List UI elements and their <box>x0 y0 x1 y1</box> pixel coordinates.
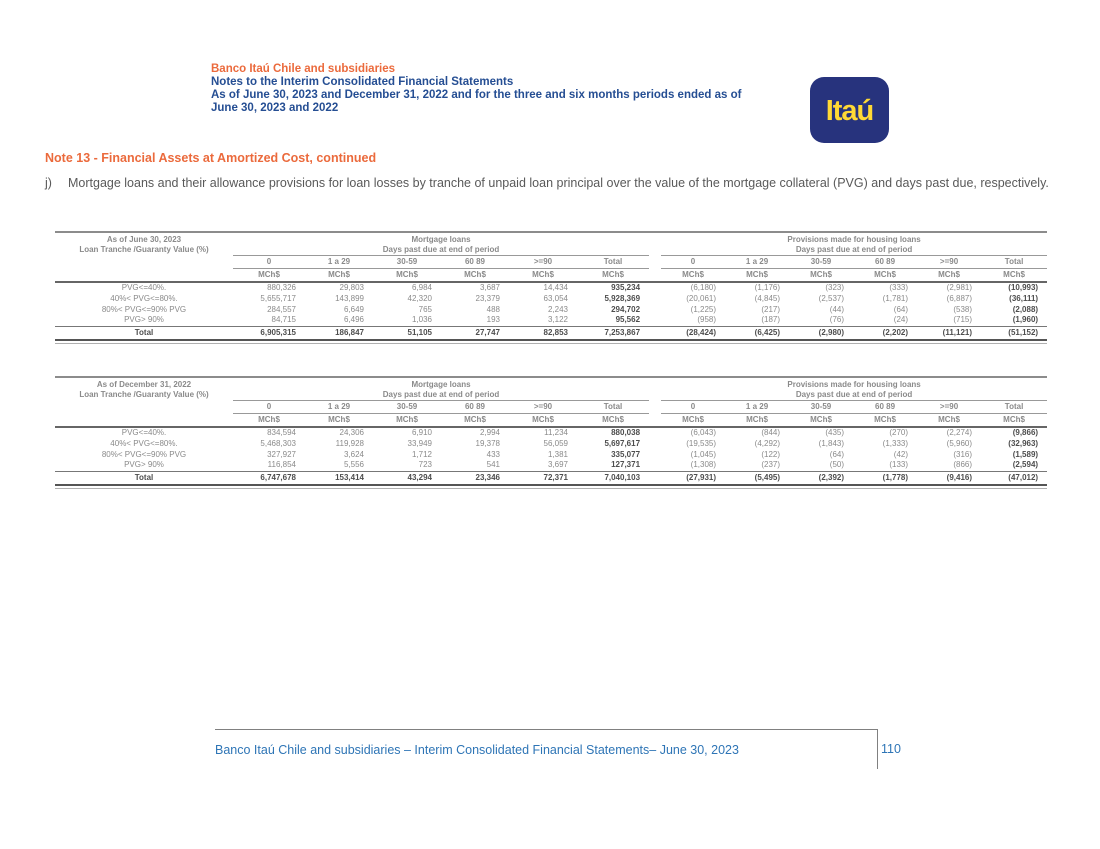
unit-cell: MCh$ <box>509 269 577 283</box>
value-cell: 723 <box>418 460 432 470</box>
value-cell: 5,468,303 <box>260 438 296 448</box>
value-cell: (270) <box>889 428 909 437</box>
value-cell: (50) <box>829 460 845 470</box>
value-cell: 1,712 <box>411 449 432 459</box>
value-cell: (1,176) <box>754 283 781 292</box>
unit-cell: MCh$ <box>917 414 981 428</box>
row-label: PVG<=40%. <box>121 428 167 437</box>
unit-cell: MCh$ <box>661 269 725 283</box>
value-cell: 935,234 <box>611 283 641 292</box>
value-cell: (32,963) <box>1008 438 1039 448</box>
doc-title-line-2: As of June 30, 2023 and December 31, 2022 and for the three and six months periods ended as of <box>211 89 742 101</box>
value-cell: (5,960) <box>946 438 973 448</box>
value-cell: (1,589) <box>1012 449 1039 459</box>
value-cell: 186,847 <box>305 327 373 340</box>
value-cell: 42,320 <box>407 293 432 303</box>
group-gap <box>649 315 661 326</box>
value-cell: (10,993) <box>1008 283 1039 292</box>
value-cell: 541 <box>486 460 500 470</box>
group-header-provisions: Provisions made for housing loans Days past due at end of period <box>661 232 1047 256</box>
value-cell: (1,778) <box>853 472 917 485</box>
value-cell: 23,379 <box>475 293 500 303</box>
page-number: 110 <box>881 742 901 756</box>
table-row <box>55 450 1047 461</box>
value-cell: 27,747 <box>441 327 509 340</box>
value-cell: 14,434 <box>543 283 568 292</box>
column-header-mortgage: 60 89 <box>441 401 509 414</box>
column-header-provisions: 1 a 29 <box>725 401 789 414</box>
value-cell: (2,537) <box>818 293 845 303</box>
value-cell: 43,294 <box>373 472 441 485</box>
value-cell: 3,624 <box>343 449 364 459</box>
table-row <box>55 427 1047 439</box>
table-row <box>55 305 1047 316</box>
group-gap <box>649 305 661 316</box>
itau-logo <box>810 77 889 143</box>
value-cell: 2,994 <box>479 428 500 437</box>
doc-title-line-1: Notes to the Interim Consolidated Financial Statements <box>211 76 514 88</box>
value-cell: 6,649 <box>343 304 364 314</box>
unit-cell: MCh$ <box>373 269 441 283</box>
value-cell: 7,253,867 <box>577 327 649 340</box>
value-cell: (4,845) <box>754 293 781 303</box>
value-cell: (1,333) <box>882 438 909 448</box>
unit-cell: MCh$ <box>233 414 305 428</box>
value-cell: 5,697,617 <box>604 438 641 448</box>
value-cell: 880,038 <box>611 428 641 437</box>
unit-cell: MCh$ <box>441 414 509 428</box>
value-cell: (2,981) <box>946 283 973 292</box>
value-cell: 5,928,369 <box>604 293 641 303</box>
value-cell: (9,416) <box>917 472 981 485</box>
value-cell: (1,225) <box>690 304 717 314</box>
group-header-row <box>55 377 1047 401</box>
unit-cell: MCh$ <box>577 269 649 283</box>
row-label: Total <box>55 327 233 340</box>
table-row <box>55 282 1047 294</box>
value-cell: (237) <box>761 460 781 470</box>
value-cell: 143,899 <box>335 293 364 303</box>
value-cell: (76) <box>829 315 845 325</box>
value-cell: (27,931) <box>661 472 725 485</box>
value-cell: 6,496 <box>343 315 364 325</box>
group-gap <box>649 439 661 450</box>
note-title: Note 13 - Financial Assets at Amortized Cost, continued <box>45 151 377 165</box>
value-cell: 5,655,717 <box>260 293 296 303</box>
column-header-provisions: 0 <box>661 401 725 414</box>
value-cell: 23,346 <box>441 472 509 485</box>
column-header-provisions: 1 a 29 <box>725 256 789 269</box>
value-cell: 1,036 <box>411 315 432 325</box>
column-header-provisions: 60 89 <box>853 401 917 414</box>
value-cell: (187) <box>761 315 781 325</box>
value-cell: (11,121) <box>917 327 981 340</box>
table-date-label: As of June 30, 2023 <box>106 235 182 244</box>
row-label: PVG> 90% <box>124 315 164 325</box>
value-cell: (64) <box>829 449 845 459</box>
column-header-provisions: 0 <box>661 256 725 269</box>
table-row <box>55 460 1047 471</box>
table-row <box>55 439 1047 450</box>
value-cell: (133) <box>889 460 909 470</box>
value-cell: 327,927 <box>267 449 296 459</box>
value-cell: 6,905,315 <box>233 327 305 340</box>
value-cell: 56,059 <box>543 438 568 448</box>
group-gap <box>649 232 661 282</box>
value-cell: 433 <box>486 449 500 459</box>
group-gap <box>649 294 661 305</box>
unit-cell: MCh$ <box>917 269 981 283</box>
unit-cell: MCh$ <box>233 269 305 283</box>
value-cell: (44) <box>829 304 845 314</box>
value-cell: (715) <box>953 315 973 325</box>
value-cell: 6,984 <box>411 283 432 292</box>
value-cell: 19,378 <box>475 438 500 448</box>
value-cell: (122) <box>761 449 781 459</box>
row-label: 80%< PVG<=90% PVG <box>101 304 187 314</box>
list-item-marker: j) <box>45 176 52 190</box>
group-gap <box>649 282 661 294</box>
value-cell: (316) <box>953 449 973 459</box>
value-cell: 95,562 <box>615 315 641 325</box>
unit-cell: MCh$ <box>789 269 853 283</box>
group-gap <box>649 327 661 340</box>
page-number-box <box>877 729 901 769</box>
value-cell: (28,424) <box>661 327 725 340</box>
table-row <box>55 315 1047 326</box>
table-tranche-label: Loan Tranche /Guaranty Value (%) <box>79 390 209 399</box>
column-header-mortgage: 0 <box>233 256 305 269</box>
value-cell: 294,702 <box>611 304 641 314</box>
unit-cell: MCh$ <box>661 414 725 428</box>
unit-cell: MCh$ <box>853 269 917 283</box>
column-header-provisions: Total <box>981 256 1047 269</box>
group-gap <box>649 460 661 471</box>
value-cell: 834,594 <box>267 428 296 437</box>
column-header-mortgage: >=90 <box>509 256 577 269</box>
value-cell: 284,557 <box>267 304 296 314</box>
value-cell: (1,960) <box>1012 315 1039 325</box>
row-label: 40%< PVG<=80%. <box>110 293 178 303</box>
group-gap <box>649 427 661 439</box>
value-cell: (2,980) <box>789 327 853 340</box>
value-cell: (6,180) <box>690 283 717 292</box>
column-header-provisions: >=90 <box>917 401 981 414</box>
column-header-mortgage: >=90 <box>509 401 577 414</box>
footer-text: Banco Itaú Chile and subsidiaries – Interim Consolidated Financial Statements– June 30, 2023 <box>215 743 739 757</box>
unit-cell: MCh$ <box>305 414 373 428</box>
group-header-mortgage-loans: Mortgage loans Days past due at end of period <box>233 377 649 401</box>
paragraph-text: Mortgage loans and their allowance provisions for loan losses by tranche of unpaid loan principal over the value of the mortgage collateral (PVG) and days past due, respectively. <box>68 176 1049 190</box>
column-header-mortgage: 60 89 <box>441 256 509 269</box>
value-cell: 765 <box>418 304 432 314</box>
column-header-mortgage: 0 <box>233 401 305 414</box>
value-cell: (2,274) <box>946 428 973 437</box>
value-cell: 7,040,103 <box>577 472 649 485</box>
value-cell: 153,414 <box>305 472 373 485</box>
value-cell: (6,043) <box>690 428 717 437</box>
page-footer <box>215 729 901 769</box>
value-cell: (2,594) <box>1012 460 1039 470</box>
value-cell: 51,105 <box>373 327 441 340</box>
value-cell: 335,077 <box>611 449 641 459</box>
value-cell: (1,045) <box>690 449 717 459</box>
unit-cell: MCh$ <box>789 414 853 428</box>
value-cell: (24) <box>893 315 909 325</box>
value-cell: 3,697 <box>547 460 568 470</box>
value-cell: (9,866) <box>1012 428 1039 437</box>
value-cell: (958) <box>697 315 717 325</box>
value-cell: 488 <box>486 304 500 314</box>
value-cell: (51,152) <box>981 327 1047 340</box>
row-label: 80%< PVG<=90% PVG <box>101 449 187 459</box>
value-cell: (333) <box>889 283 909 292</box>
value-cell: (36,111) <box>1009 293 1039 303</box>
total-row <box>55 327 1047 340</box>
financial-table <box>55 231 1047 341</box>
row-label: 40%< PVG<=80%. <box>110 438 178 448</box>
column-header-mortgage: 1 a 29 <box>305 256 373 269</box>
value-cell: (435) <box>825 428 845 437</box>
unit-cell: MCh$ <box>305 269 373 283</box>
table-tranche-label: Loan Tranche /Guaranty Value (%) <box>79 245 209 254</box>
value-cell: (2,392) <box>789 472 853 485</box>
unit-cell: MCh$ <box>577 414 649 428</box>
value-cell: (1,843) <box>818 438 845 448</box>
column-header-mortgage: Total <box>577 401 649 414</box>
group-gap <box>649 377 661 427</box>
financial-table <box>55 376 1047 486</box>
value-cell: (4,292) <box>754 438 781 448</box>
value-cell: 6,910 <box>411 428 432 437</box>
table-row <box>55 294 1047 305</box>
value-cell: 29,803 <box>339 283 364 292</box>
value-cell: (2,202) <box>853 327 917 340</box>
value-cell: (217) <box>761 304 781 314</box>
unit-cell: MCh$ <box>981 414 1047 428</box>
value-cell: 3,687 <box>479 283 500 292</box>
value-cell: 193 <box>486 315 500 325</box>
column-header-provisions: >=90 <box>917 256 981 269</box>
value-cell: (64) <box>893 304 909 314</box>
column-header-provisions: Total <box>981 401 1047 414</box>
table-june-2023 <box>55 231 1047 344</box>
value-cell: (2,088) <box>1012 304 1039 314</box>
column-header-mortgage: Total <box>577 256 649 269</box>
table-date-label: As of December 31, 2022 <box>96 380 192 389</box>
unit-cell: MCh$ <box>981 269 1047 283</box>
value-cell: 5,556 <box>343 460 364 470</box>
unit-cell: MCh$ <box>725 414 789 428</box>
total-row <box>55 472 1047 485</box>
table-title-cell <box>55 232 233 282</box>
value-cell: 119,928 <box>335 438 364 448</box>
value-cell: (5,495) <box>725 472 789 485</box>
value-cell: (1,308) <box>690 460 717 470</box>
column-header-provisions: 30-59 <box>789 256 853 269</box>
value-cell: 116,854 <box>267 460 296 470</box>
footer-rule <box>215 729 877 769</box>
value-cell: 72,371 <box>509 472 577 485</box>
value-cell: (6,887) <box>946 293 973 303</box>
value-cell: (323) <box>825 283 845 292</box>
table-title-cell <box>55 377 233 427</box>
value-cell: 82,853 <box>509 327 577 340</box>
group-header-row <box>55 232 1047 256</box>
unit-cell: MCh$ <box>853 414 917 428</box>
value-cell: (42) <box>893 449 909 459</box>
value-cell: (19,535) <box>686 438 717 448</box>
value-cell: 24,306 <box>339 428 364 437</box>
value-cell: (6,425) <box>725 327 789 340</box>
unit-cell: MCh$ <box>441 269 509 283</box>
value-cell: 127,371 <box>611 460 641 470</box>
column-header-provisions: 60 89 <box>853 256 917 269</box>
column-header-mortgage: 30-59 <box>373 401 441 414</box>
value-cell: 63,054 <box>543 293 568 303</box>
row-label: PVG> 90% <box>124 460 164 470</box>
group-gap <box>649 472 661 485</box>
row-label: Total <box>55 472 233 485</box>
company-name: Banco Itaú Chile and subsidiaries <box>211 63 396 75</box>
column-header-mortgage: 30-59 <box>373 256 441 269</box>
value-cell: 1,381 <box>547 449 568 459</box>
value-cell: 84,715 <box>271 315 296 325</box>
value-cell: (1,781) <box>882 293 909 303</box>
value-cell: (538) <box>953 304 973 314</box>
value-cell: (47,012) <box>981 472 1047 485</box>
doc-title-line-3: June 30, 2023 and 2022 <box>211 102 339 114</box>
group-header-mortgage-loans: Mortgage loans Days past due at end of period <box>233 232 649 256</box>
unit-cell: MCh$ <box>373 414 441 428</box>
note-paragraph <box>45 175 1057 193</box>
value-cell: 3,122 <box>547 315 568 325</box>
unit-cell: MCh$ <box>509 414 577 428</box>
value-cell: 2,243 <box>547 304 568 314</box>
value-cell: (20,061) <box>686 293 717 303</box>
value-cell: 6,747,678 <box>233 472 305 485</box>
itau-logo-text: Itaú <box>825 94 874 127</box>
value-cell: 11,234 <box>544 428 568 437</box>
group-gap <box>649 450 661 461</box>
value-cell: (844) <box>761 428 781 437</box>
column-header-mortgage: 1 a 29 <box>305 401 373 414</box>
value-cell: (866) <box>953 460 973 470</box>
letterhead <box>211 63 811 115</box>
unit-cell: MCh$ <box>725 269 789 283</box>
value-cell: 880,326 <box>267 283 296 292</box>
column-header-provisions: 30-59 <box>789 401 853 414</box>
value-cell: 33,949 <box>407 438 432 448</box>
table-december-2022 <box>55 376 1047 489</box>
group-header-provisions: Provisions made for housing loans Days past due at end of period <box>661 377 1047 401</box>
row-label: PVG<=40%. <box>121 283 167 292</box>
